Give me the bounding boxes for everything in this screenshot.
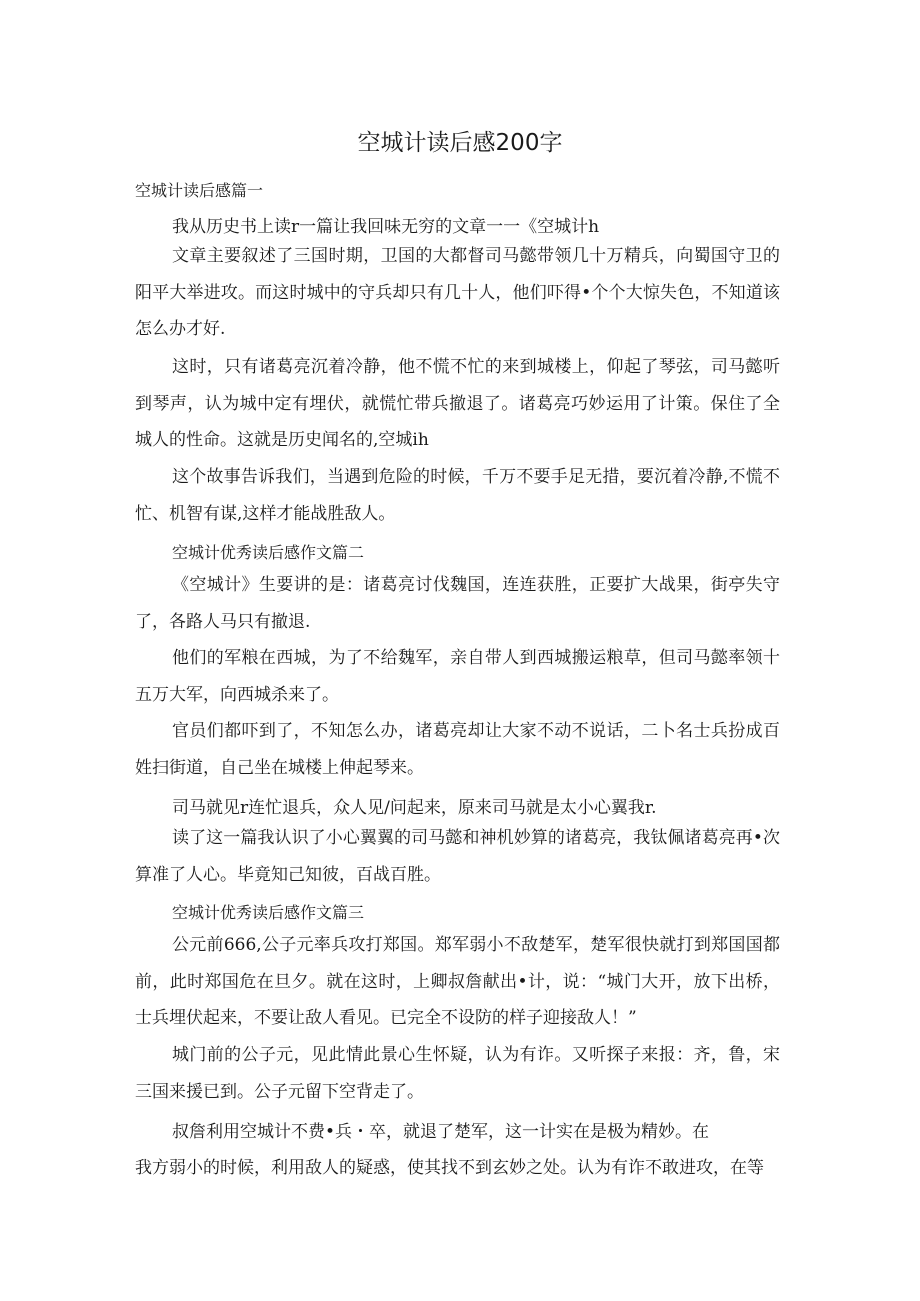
- paragraph-12-line-1: 叔詹利用空城计不费•兵・卒，就退了楚军，这一计实在是极为精妙。在: [172, 1122, 710, 1142]
- section-heading-3: 空城计优秀读后感作文篇三: [172, 903, 365, 922]
- document-title: 空城计读后感200字: [357, 130, 563, 156]
- paragraph-11: 城门前的公子元，见此情此景心生怀疑，认为有诈。又听探子来报：齐，鲁，宋三国来援已到。公子元留下空背走了。: [135, 1045, 780, 1102]
- paragraph-5: 《空城计》生要讲的是：诸葛亮讨伐魏国，连连获胜，正要扩大战果，街亭失守了，各路人马只有撤退.: [135, 575, 780, 632]
- paragraph-7: 官员们都吓到了，不知怎么办，诸葛亮却让大家不动不说话，二卜名士兵扮成百姓扫街道，自己坐在城楼上伸起琴来。: [135, 721, 780, 778]
- paragraph-4: 这个故事告诉我们，当遇到危险的时候，千万不要手足无措，要沉着冷静,不慌不忙、机智有谋,这样才能战胜敌人。: [135, 467, 780, 524]
- paragraph-10: 公元前666,公子元率兵攻打郑国。郑军弱小不敌楚军，楚军很快就打到郑国国都前，此时郑国危在旦夕。就在这时，上卿叔詹献出•计，说：“城门大开，放下出桥，士兵埋伏起来，不要让敌人看见。已完全不设防的样子迎接敌人！”: [135, 935, 780, 1028]
- paragraph-1: 我从历史书上读r一篇让我回味无穷的文章一一《空城计h: [172, 217, 600, 237]
- paragraph-8: 司马就见r连忙退兵，众人见/问起来，原来司马就是太小心翼我r.: [172, 798, 657, 818]
- paragraph-9: 读了这一篇我认识了小心翼翼的司马懿和神机妙算的诸葛亮，我钛佩诸葛亮再•次算准了人心。毕竟知己知彼，百战百胜。: [135, 828, 780, 885]
- section-heading-2: 空城计优秀读后感作文篇二: [172, 543, 365, 562]
- paragraph-12-line-2: 我方弱小的时候，利用敌人的疑惑，使其找不到玄妙之处。认为有诈不敢进攻，在等: [135, 1158, 764, 1178]
- paragraph-6: 他们的军粮在西城，为了不给魏军，亲自带人到西城搬运粮草，但司马懿率领十五万大军，向西城杀来了。: [135, 648, 780, 705]
- section-heading-1: 空城计读后感篇一: [135, 181, 264, 200]
- paragraph-3: 这时，只有诸葛亮沉着冷静，他不慌不忙的来到城楼上，仰起了琴弦，司马懿听到琴声，认为城中定有埋伏，就慌忙带兵撤退了。诸葛亮巧妙运用了计策。保住了全城人的性命。这就是历史闻名的,空城ih: [135, 357, 780, 450]
- paragraph-2: 文章主要叙述了三国时期，卫国的大都督司马懿带领几十万精兵，向蜀国守卫的阳平大举进攻。而这时城中的守兵却只有几十人，他们吓得•个个大惊失色，不知道该怎么办才好.: [135, 246, 780, 339]
